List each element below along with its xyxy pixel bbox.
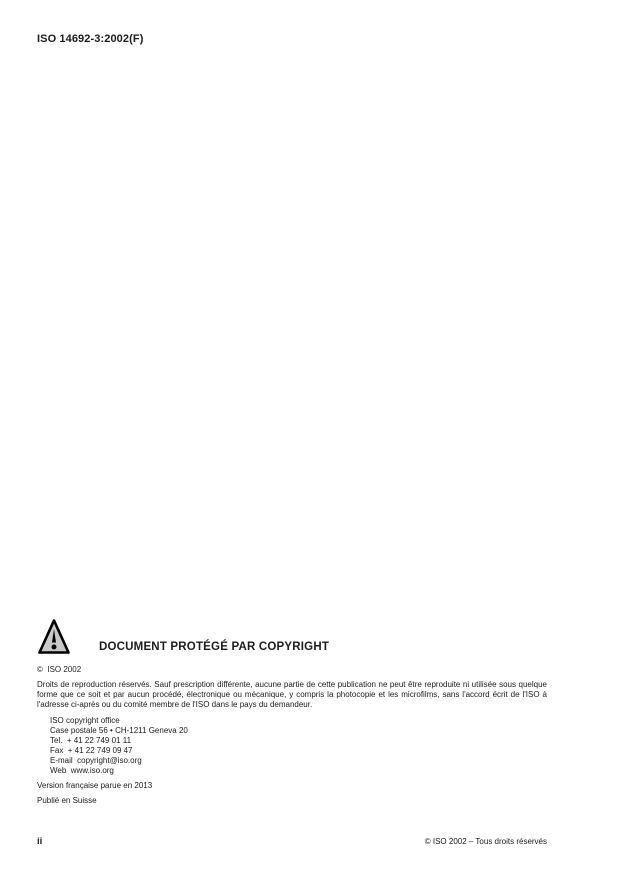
document-reference-header: ISO 14692-3:2002(F)	[37, 33, 144, 45]
address-line-web: Web www.iso.org	[50, 766, 114, 775]
copyright-year-line: © ISO 2002	[37, 665, 82, 674]
address-line-office: ISO copyright office	[50, 716, 120, 725]
page-footer	[37, 836, 547, 847]
copyright-protected-title: DOCUMENT PROTÉGÉ PAR COPYRIGHT	[99, 641, 330, 653]
page-number: ii	[37, 836, 43, 847]
published-in-switzerland-line: Publié en Suisse	[37, 796, 97, 805]
address-line-postal: Case postale 56 • CH-1211 Geneva 20	[50, 726, 188, 735]
warning-triangle-icon	[37, 618, 71, 656]
reproduction-rights-notice: Droits de reproduction réservés. Sauf prescription différente, aucune partie de cette publication ne peut être reproduite ni utilisée sous quelque forme que ce soit et par aucun procédé, électronique ou mécanique, y compris la photocopie et les microfilms, sans l'accord écrit de l'ISO à l'adresse ci-après ou du comité membre de l'ISO dans le pays du demandeur.	[37, 680, 547, 709]
copyright-title-row	[37, 617, 547, 656]
copyright-section	[37, 617, 547, 806]
address-line-email: E-mail copyright@iso.org	[50, 756, 142, 765]
french-version-line: Version française parue en 2013	[37, 781, 153, 790]
address-line-tel: Tel. + 41 22 749 01 11	[50, 736, 132, 745]
iso-address-block	[50, 716, 547, 776]
address-line-fax: Fax + 41 22 749 09 47	[50, 746, 133, 755]
footer-copyright-notice: © ISO 2002 – Tous droits réservés	[424, 837, 547, 846]
